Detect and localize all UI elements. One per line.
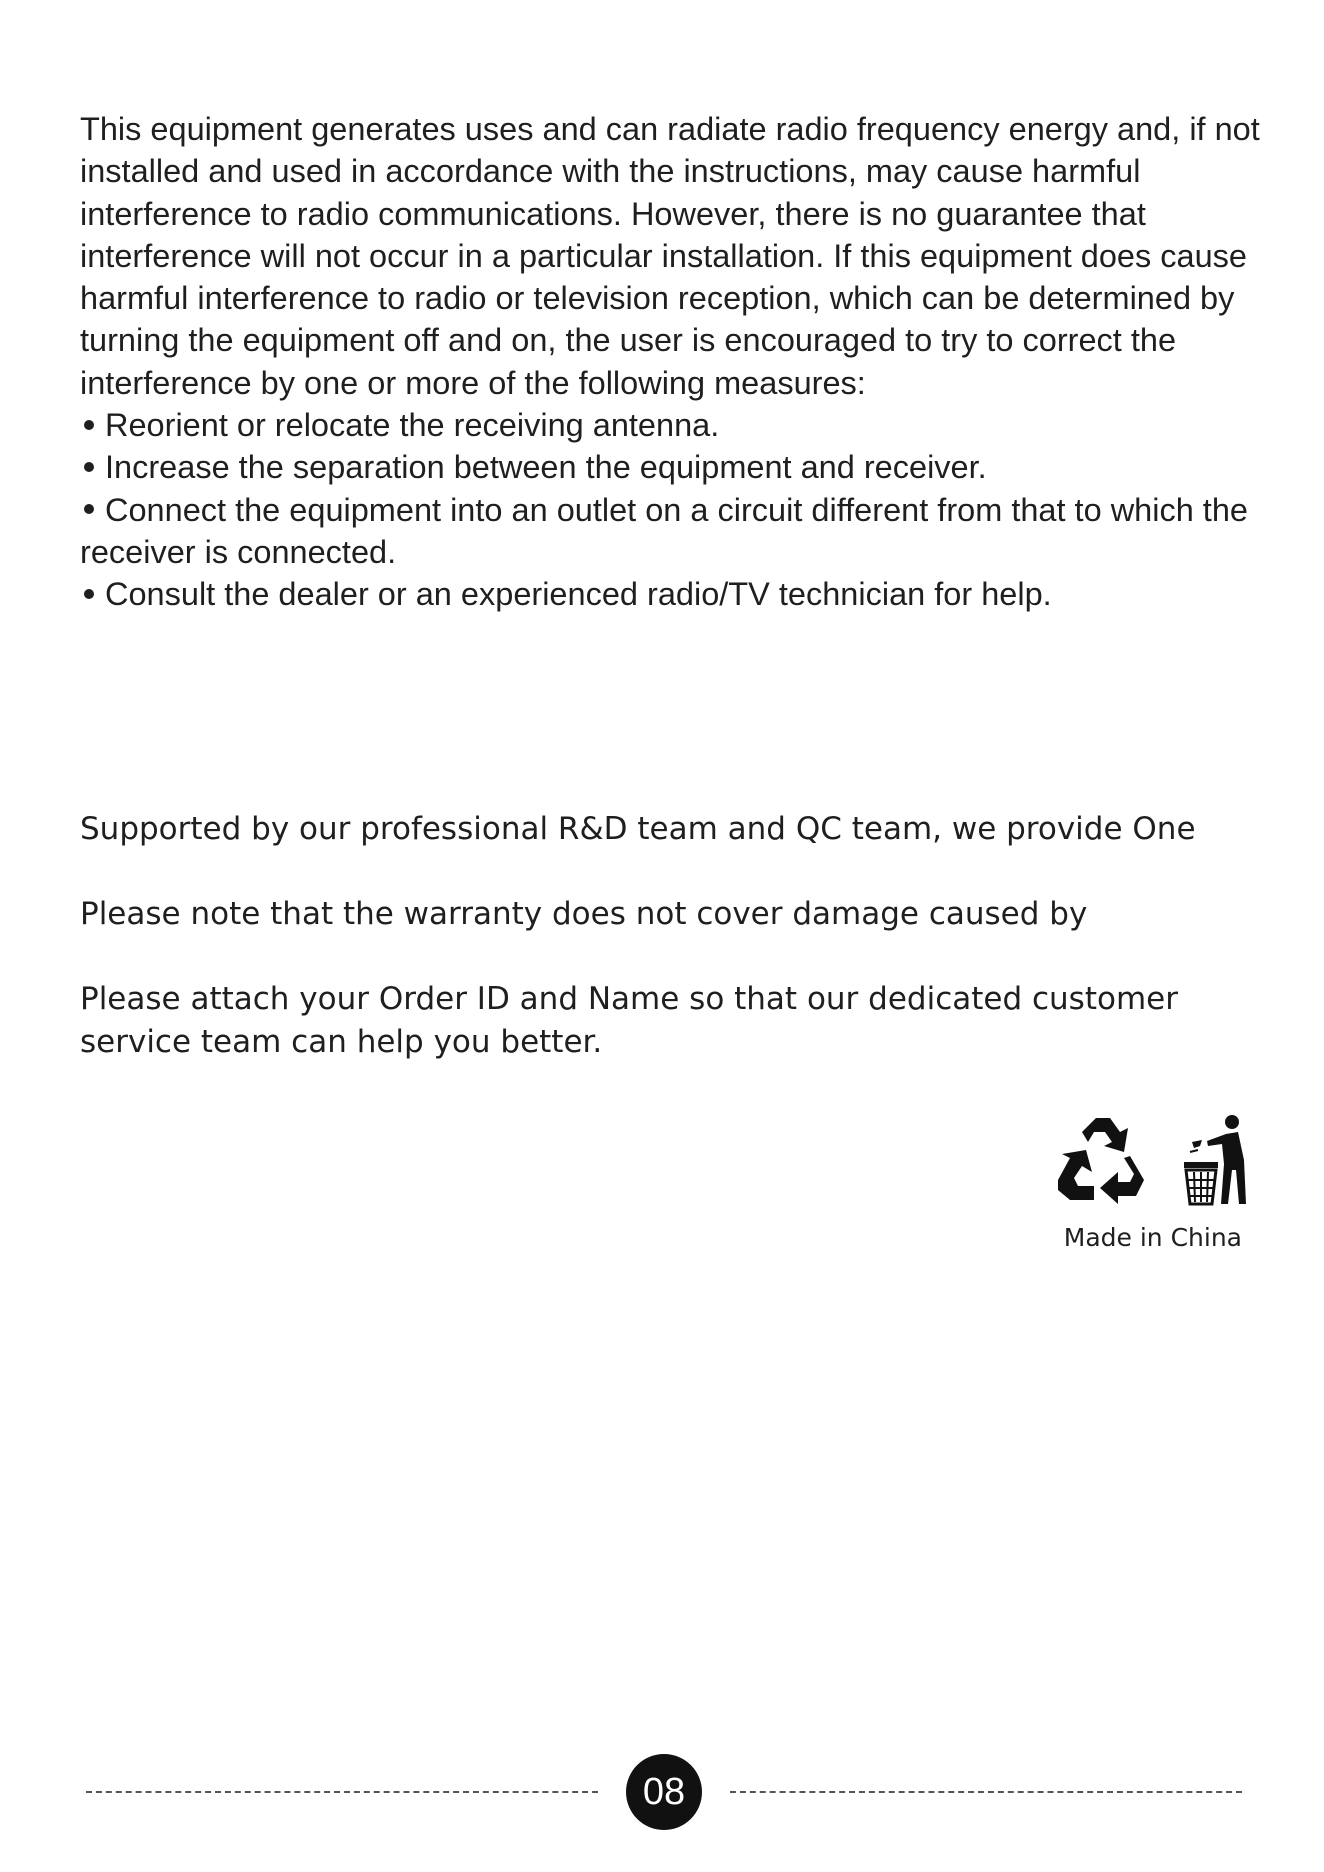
footer-divider-right bbox=[730, 1791, 1242, 1793]
measure-text: Increase the separation between the equipment and receiver. bbox=[105, 449, 987, 486]
list-item bbox=[80, 489, 1280, 574]
footer-divider-left bbox=[86, 1791, 598, 1793]
measure-text: Consult the dealer or an experienced radio/TV technician for help. bbox=[105, 576, 1052, 613]
measures-list bbox=[80, 404, 1280, 615]
order-id-note: Please attach your Order ID and Name so that our dedicated customer service team can help you better. bbox=[80, 981, 1178, 1060]
page-footer bbox=[86, 1750, 1242, 1830]
list-item bbox=[80, 404, 1280, 446]
page-number-badge: 08 bbox=[626, 1754, 702, 1830]
bullet-icon bbox=[84, 589, 94, 599]
bullet-icon bbox=[84, 462, 94, 472]
bullet-icon bbox=[84, 504, 94, 514]
measure-text: Reorient or relocate the receiving antenna. bbox=[105, 407, 720, 444]
disposal-logos bbox=[1048, 1110, 1248, 1220]
fcc-paragraph: This equipment generates uses and can radiate radio frequency energy and, if not installed and used in accordance with the instructions, may cause harmful interference to radio communications. However, there is no guarantee that interference will not occur in a particular installation. If this equipment does cause harmful interference to radio or television reception, which can be determined by turning the equipment off and on, the user is encouraged to try to correct the interference by one or more of the following measures: bbox=[80, 111, 1260, 401]
support-notes bbox=[80, 808, 1280, 1064]
support-line: Supported by our professional R&D team and QC team, we provide One bbox=[80, 811, 1196, 847]
fcc-statement bbox=[80, 108, 1280, 616]
list-item bbox=[80, 446, 1280, 488]
warranty-note: Please note that the warranty does not cover damage caused by bbox=[80, 896, 1088, 932]
recycle-icon bbox=[1058, 1118, 1144, 1204]
bullet-icon bbox=[84, 420, 94, 430]
tidyman-disposal-icon bbox=[1184, 1115, 1246, 1204]
list-item bbox=[80, 573, 1280, 615]
measure-text: Connect the equipment into an outlet on a circuit different from that to which the receiver is connected. bbox=[80, 491, 1248, 570]
made-in-label: Made in China bbox=[1063, 1223, 1242, 1252]
